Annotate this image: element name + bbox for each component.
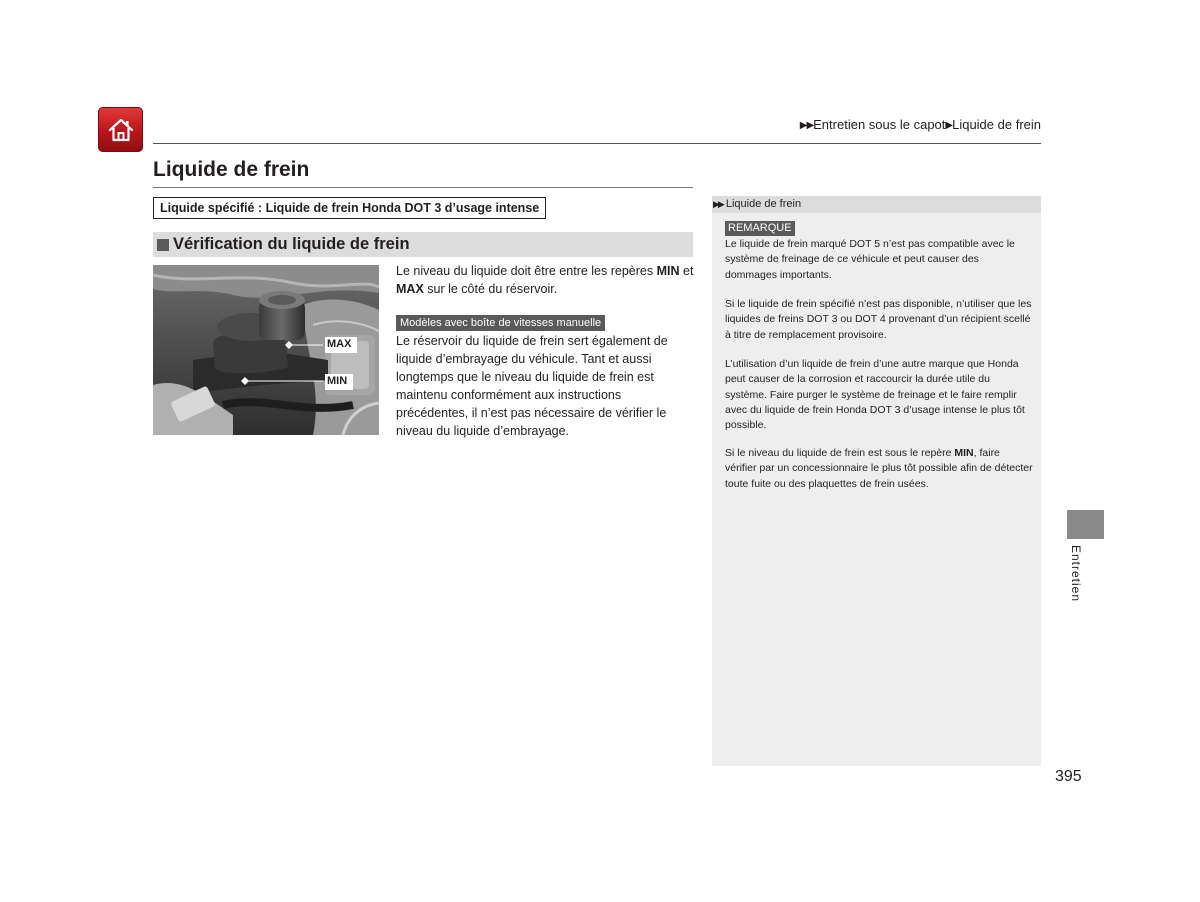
clutch-fluid-paragraph: Le réservoir du liquide de frein sert également de liquide d’embrayage du véhicule. Tant et aussi longtemps que le niveau du liquide de frein est maintenu conformément aux instructions précédentes, il n’est pas nécessaire de vérifier le niveau du liquide d’embrayage. [396,334,668,438]
chapter-tab-marker[interactable] [1067,510,1104,539]
breadcrumb-current: Liquide de frein [952,117,1041,132]
max-mark-label: MAX [327,338,352,350]
section-title: Vérification du liquide de frein [173,235,410,253]
home-icon [106,115,136,145]
breadcrumb [800,117,1041,132]
reference-arrow-icon: ▶▶ [713,199,723,209]
note-substitute-fluid: Si le liquide de frein spécifié n’est pas disponible, n’utiliser que les liquides de freins DOT 3 ou DOT 4 provenant d’un récipient scellé à titre de remplacement provisoire. [725,298,1032,341]
note-below-min: Si le niveau du liquide de frein est sous le repère MIN, faire vérifier par un concessionnaire le plus tôt possible afin de détecter toute fuite ou des plaquettes de frein usées. [725,447,1033,490]
min-mark-label: MIN [327,375,348,387]
notes-sidebar [712,196,1041,766]
section-square-icon [157,239,169,251]
note-dot5: Le liquide de frein marqué DOT 5 n’est pas compatible avec le système de freinage de ce véhicule et peut causer des dommages importants. [725,238,1015,281]
brake-reservoir-figure [153,265,379,435]
level-instruction-paragraph: Le niveau du liquide doit être entre les repères MIN et MAX sur le côté du réservoir. [396,264,694,296]
breadcrumb-arrow-icon: ▶ [945,120,953,131]
specified-fluid-box: Liquide spécifié : Liquide de frein Honda DOT 3 d’usage intense [153,197,546,219]
remarque-badge: REMARQUE [725,221,795,236]
breadcrumb-link-maintenance[interactable]: Entretien sous le capot [813,117,946,132]
sidebar-header: ▶▶ Liquide de frein [712,196,1041,213]
home-button[interactable] [98,107,143,152]
page-number: 395 [1055,768,1082,785]
section-header [153,232,693,257]
note-other-brand: L’utilisation d’un liquide de frein d’une autre marque que Honda peut causer de la corrosion et raccourcir la durée utile du système. Faire purger le système de freinage et le faire remplir avec du liquide de frein Honda DOT 3 d’usage intense le plus tôt possible. [725,358,1025,432]
header-divider [153,143,1041,144]
breadcrumb-arrow-icon: ▶▶ [799,120,814,131]
page-title: Liquide de frein [153,158,310,181]
manual-transmission-tag: Modèles avec boîte de vitesses manuelle [396,315,605,331]
chapter-tab-label: Entretien [1069,545,1083,603]
title-divider [153,187,693,188]
